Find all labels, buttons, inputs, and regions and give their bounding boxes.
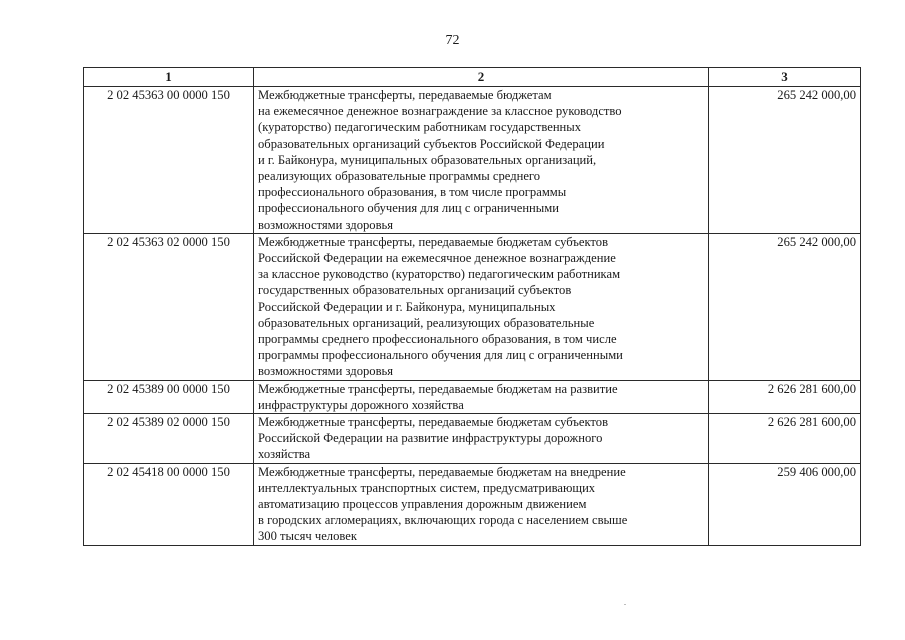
- scan-speck: [624, 604, 626, 605]
- amount-cell: 259 406 000,00: [709, 463, 861, 545]
- description-line: интеллектуальных транспортных систем, предусматривающих: [258, 480, 596, 495]
- description-line: программы профессионального обучения для лиц с ограниченными: [258, 348, 623, 363]
- amount-cell: 265 242 000,00: [709, 87, 861, 234]
- description-line: Межбюджетные трансферты, передаваемые бюджетам на развитие: [258, 381, 618, 396]
- budget-code-cell: 2 02 45389 02 0000 150: [84, 414, 254, 464]
- description-line: Российской Федерации на развитие инфраструктуры дорожного: [258, 431, 603, 446]
- description-line: реализующих образовательные программы среднего: [258, 169, 541, 184]
- budget-table: [83, 67, 861, 546]
- column-header-3: 3: [709, 68, 861, 87]
- description-line: государственных образовательных организаций субъектов: [258, 283, 572, 298]
- description-line: возможностями здоровья: [258, 364, 394, 379]
- description-line: Межбюджетные трансферты, передаваемые бюджетам: [258, 88, 552, 102]
- description-line: профессионального обучения для лиц с ограниченными: [258, 201, 559, 216]
- description-line: профессионального образования, в том числе программы: [258, 185, 567, 200]
- description-line: Межбюджетные трансферты, передаваемые бюджетам на внедрение: [258, 464, 626, 479]
- table-row: [84, 463, 861, 545]
- description-line: Межбюджетные трансферты, передаваемые бюджетам субъектов: [258, 234, 609, 249]
- budget-code-cell: 2 02 45363 02 0000 150: [84, 233, 254, 380]
- amount-cell: 2 626 281 600,00: [709, 380, 861, 413]
- description-cell: [254, 380, 709, 413]
- column-header-2: 2: [254, 68, 709, 87]
- description-line: в городских агломерациях, включающих города с населением свыше: [258, 513, 628, 528]
- table-header-row: [84, 68, 861, 87]
- description-line: автоматизацию процессов управления дорожным движением: [258, 497, 587, 512]
- description-line: хозяйства: [258, 447, 311, 462]
- description-line: инфраструктуры дорожного хозяйства: [258, 397, 464, 412]
- column-header-1: 1: [84, 68, 254, 87]
- description-line: на ежемесячное денежное вознаграждение за классное руководство: [258, 104, 622, 119]
- description-line: (кураторство) педагогическим работникам государственных: [258, 120, 582, 135]
- description-line: образовательных организаций субъектов Российской Федерации: [258, 136, 605, 151]
- description-line: и г. Байконура, муниципальных образовательных организаций,: [258, 152, 597, 167]
- budget-code-cell: 2 02 45363 00 0000 150: [84, 87, 254, 234]
- description-line: образовательных организаций, реализующих образовательные: [258, 315, 595, 330]
- description-cell: [254, 87, 709, 234]
- amount-cell: 265 242 000,00: [709, 233, 861, 380]
- description-line: 300 тысяч человек: [258, 529, 357, 544]
- description-cell: [254, 233, 709, 380]
- budget-code-cell: 2 02 45389 00 0000 150: [84, 380, 254, 413]
- amount-cell: 2 626 281 600,00: [709, 414, 861, 464]
- description-line: за классное руководство (кураторство) педагогическим работникам: [258, 267, 621, 282]
- table-row: [84, 414, 861, 464]
- description-line: возможностями здоровья: [258, 217, 394, 232]
- description-cell: [254, 414, 709, 464]
- table-row: [84, 380, 861, 413]
- description-line: программы среднего профессионального образования, в том числе: [258, 332, 617, 347]
- description-line: Межбюджетные трансферты, передаваемые бюджетам субъектов: [258, 415, 609, 430]
- table-row: [84, 233, 861, 380]
- table-row: [84, 87, 861, 234]
- page-number: 72: [445, 33, 460, 48]
- budget-code-cell: 2 02 45418 00 0000 150: [84, 463, 254, 545]
- description-line: Российской Федерации на ежемесячное денежное вознаграждение: [258, 251, 616, 266]
- description-cell: [254, 463, 709, 545]
- description-line: Российской Федерации и г. Байконура, муниципальных: [258, 299, 556, 314]
